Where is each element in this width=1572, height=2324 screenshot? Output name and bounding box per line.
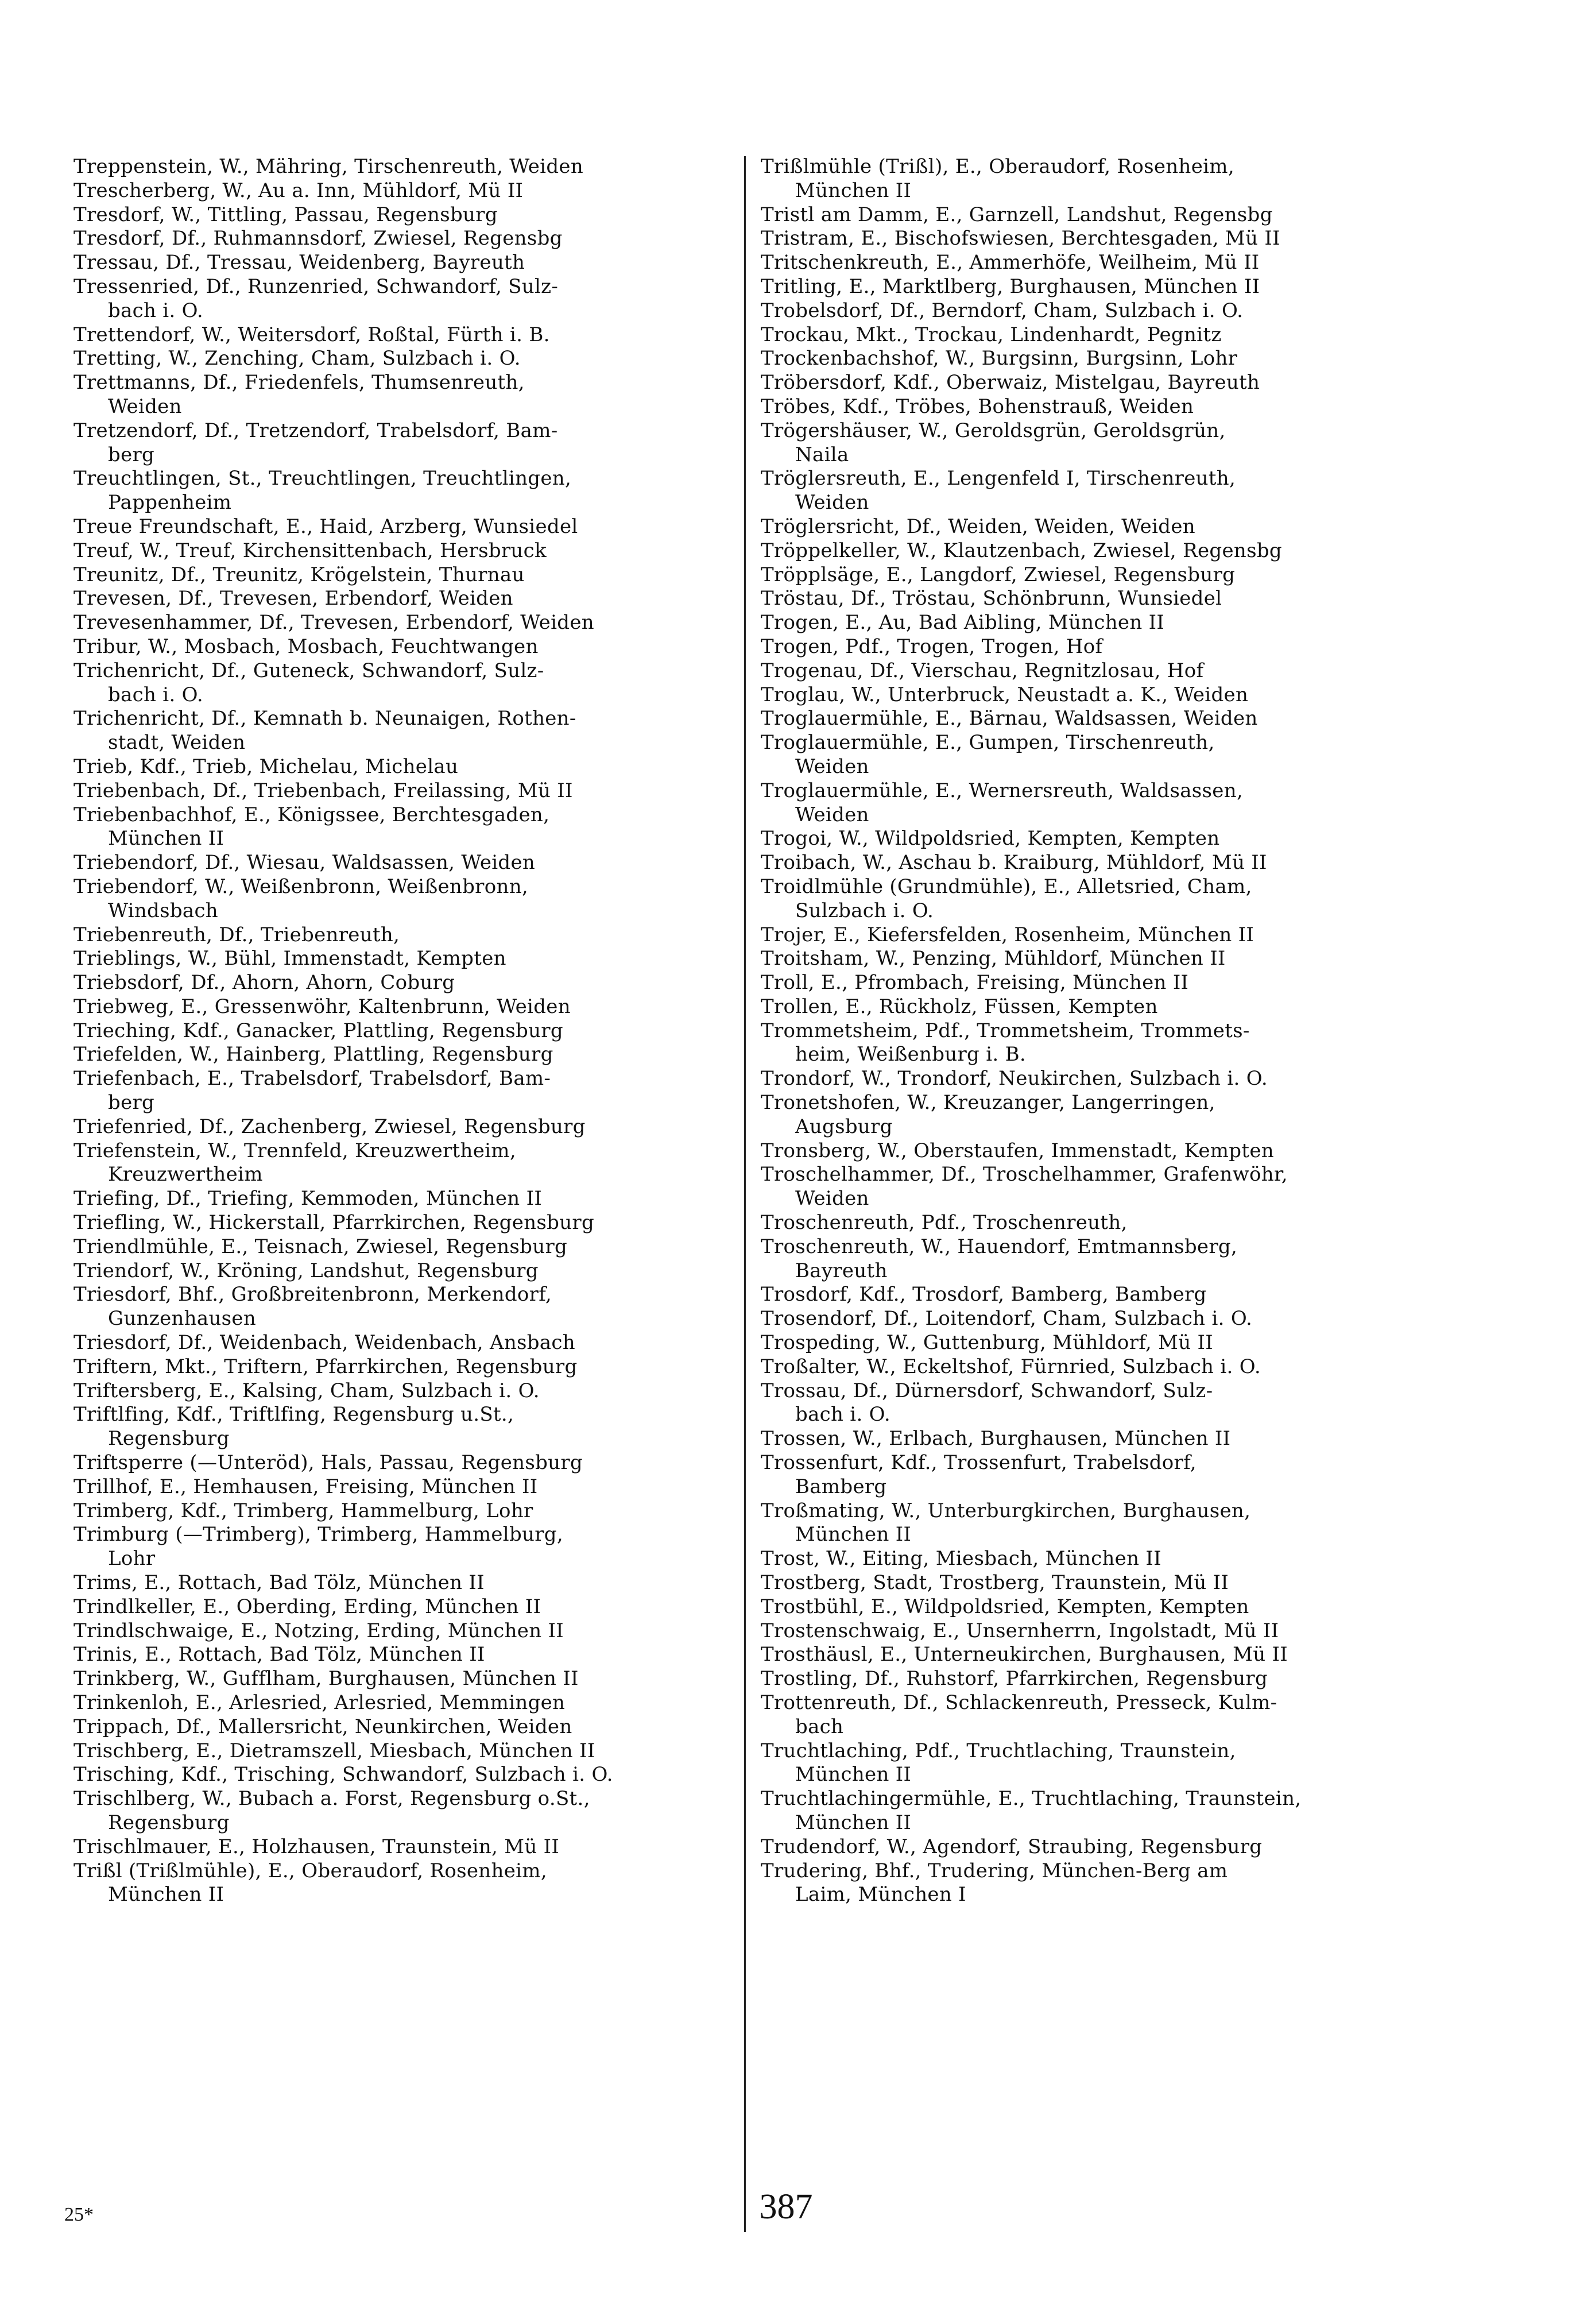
entry-line: Triefenried, Df., Zachenberg, Zwiesel, Regensburg	[73, 1115, 586, 1138]
entry-line: Trögershäuser, W., Geroldsgrün, Geroldsgrün,	[761, 419, 1226, 442]
gazetteer-entry	[761, 1667, 1432, 1691]
gazetteer-entry	[761, 323, 1432, 347]
entry-continuation: bach	[795, 1715, 844, 1738]
entry-line: Triebweg, E., Gressenwöhr, Kaltenbrunn, Weiden	[73, 995, 571, 1018]
entry-continuation: heim, Weißenburg i. B.	[795, 1043, 1027, 1066]
entry-line: Tröppelkeller, W., Klautzenbach, Zwiesel, Regensbg	[761, 539, 1282, 562]
gazetteer-entry	[761, 1019, 1432, 1068]
gazetteer-entry	[761, 1211, 1432, 1235]
gazetteer-entry	[73, 1499, 737, 1523]
gazetteer-entry	[761, 1331, 1432, 1355]
entry-line: Triesdorf, Df., Weidenbach, Weidenbach, Ansbach	[73, 1331, 575, 1355]
entry-line: Triebendorf, W., Weißenbronn, Weißenbronn,	[73, 875, 528, 898]
entry-continuation: München II	[795, 1811, 912, 1834]
entry-line: Trieb, Kdf., Trieb, Michelau, Michelau	[73, 755, 459, 778]
entry-continuation: Regensburg	[108, 1427, 230, 1451]
gazetteer-entry	[761, 923, 1432, 948]
gazetteer-entry	[761, 947, 1432, 971]
gazetteer-entry	[73, 275, 737, 323]
entry-line: Trottenreuth, Df., Schlackenreuth, Presseck, Kulm-	[761, 1691, 1277, 1714]
gazetteer-entry	[761, 1595, 1432, 1619]
entry-line: Trettmanns, Df., Friedenfels, Thumsenreuth,	[73, 371, 525, 395]
gazetteer-entry	[761, 227, 1432, 251]
entry-line: Tröbes, Kdf., Tröbes, Bohenstrauß, Weiden	[761, 395, 1194, 418]
gazetteer-entry	[73, 1595, 737, 1619]
gazetteer-entry	[73, 1691, 737, 1715]
entry-line: Trescherberg, W., Au a. Inn, Mühldorf, Mü II	[73, 179, 524, 202]
entry-continuation: Windsbach	[108, 899, 219, 922]
entry-line: Trettendorf, W., Weitersdorf, Roßtal, Fürth i. B.	[73, 323, 550, 346]
gazetteer-entry	[761, 1835, 1432, 1859]
entry-line: Tröbersdorf, Kdf., Oberwaiz, Mistelgau, Bayreuth	[761, 371, 1260, 395]
gazetteer-entry	[761, 1379, 1432, 1428]
entry-line: Trimburg (—Trimberg), Trimberg, Hammelburg,	[73, 1523, 563, 1546]
entry-line: Trißl (Trißlmühle), E., Oberaudorf, Rosenheim,	[73, 1859, 547, 1882]
gazetteer-entry	[761, 515, 1432, 539]
gazetteer-entry	[73, 995, 737, 1019]
entry-line: Trieching, Kdf., Ganacker, Plattling, Regensburg	[73, 1019, 563, 1042]
entry-continuation: Sulzbach i. O.	[795, 899, 934, 922]
gazetteer-entry	[73, 1019, 737, 1043]
entry-continuation: Gunzenhausen	[108, 1307, 257, 1331]
entry-line: Tröglersreuth, E., Lengenfeld I, Tirschenreuth,	[761, 467, 1236, 490]
gazetteer-entry	[761, 419, 1432, 467]
entry-line: Trisching, Kdf., Trisching, Schwandorf, Sulzbach i. O.	[73, 1763, 613, 1786]
entry-line: Troschenreuth, W., Hauendorf, Emtmannsberg,	[761, 1235, 1238, 1258]
entry-line: Trojer, E., Kiefersfelden, Rosenheim, München II	[761, 923, 1254, 946]
gazetteer-entry	[73, 1619, 737, 1644]
gazetteer-entry	[73, 155, 737, 179]
entry-line: Tritschenkreuth, E., Ammerhöfe, Weilheim, Mü II	[761, 251, 1260, 274]
entry-line: Triendorf, W., Kröning, Landshut, Regensburg	[73, 1259, 539, 1282]
entry-line: Trevesenhammer, Df., Trevesen, Erbendorf, Weiden	[73, 611, 594, 635]
column-divider	[744, 156, 746, 2232]
gazetteer-entry	[761, 1067, 1432, 1091]
entry-line: Tresdorf, Df., Ruhmannsdorf, Zwiesel, Regensbg	[73, 227, 563, 250]
gazetteer-entry	[761, 1355, 1432, 1379]
gazetteer-entry	[73, 1763, 737, 1787]
entry-line: Triefing, Df., Triefing, Kemmoden, München II	[73, 1187, 543, 1211]
gazetteer-entry	[761, 1739, 1432, 1788]
gazetteer-entry	[73, 251, 737, 275]
gazetteer-entry	[761, 371, 1432, 395]
gazetteer-entry	[73, 707, 737, 755]
entry-continuation: München II	[795, 1763, 912, 1786]
gazetteer-entry	[73, 419, 737, 467]
gazetteer-entry	[73, 971, 737, 995]
entry-line: Trommetsheim, Pdf., Trommetsheim, Trommets-	[761, 1019, 1250, 1042]
gazetteer-entry	[73, 1259, 737, 1283]
gazetteer-entry	[73, 1115, 737, 1139]
gazetteer-entry	[761, 851, 1432, 875]
gazetteer-entry	[761, 563, 1432, 587]
gazetteer-entry	[761, 1787, 1432, 1835]
entry-line: Tröstau, Df., Tröstau, Schönbrunn, Wunsiedel	[761, 587, 1222, 610]
gazetteer-entry	[73, 1739, 737, 1764]
entry-line: Triefling, W., Hickerstall, Pfarrkirchen, Regensburg	[73, 1211, 595, 1235]
entry-continuation: München II	[795, 179, 912, 202]
entry-line: Trogen, E., Au, Bad Aibling, München II	[761, 611, 1165, 635]
gazetteer-entry	[761, 347, 1432, 371]
gazetteer-entry	[73, 347, 737, 371]
gazetteer-entry	[761, 1451, 1432, 1499]
gazetteer-entry	[761, 467, 1432, 515]
gazetteer-entry	[73, 1571, 737, 1595]
gazetteer-entry	[73, 755, 737, 779]
entry-line: Trondorf, W., Trondorf, Neukirchen, Sulzbach i. O.	[761, 1067, 1268, 1091]
gazetteer-entry	[761, 875, 1432, 923]
entry-line: Troglauermühle, E., Bärnau, Waldsassen, Weiden	[761, 707, 1258, 730]
entry-line: Tröglersricht, Df., Weiden, Weiden, Weiden	[761, 515, 1195, 538]
entry-line: Trudendorf, W., Agendorf, Straubing, Regensburg	[761, 1835, 1263, 1858]
entry-line: Trichenricht, Df., Guteneck, Schwandorf, Sulz-	[73, 659, 544, 682]
gazetteer-entry	[73, 1667, 737, 1691]
entry-line: Triefenstein, W., Trennfeld, Kreuzwertheim,	[73, 1139, 516, 1162]
left-column	[73, 155, 737, 1907]
gazetteer-entry	[73, 1283, 737, 1331]
gazetteer-entry	[73, 203, 737, 227]
entry-line: Triebendorf, Df., Wiesau, Waldsassen, Weiden	[73, 851, 536, 875]
entry-line: Triebenreuth, Df., Triebenreuth,	[73, 923, 400, 946]
entry-continuation: bach i. O.	[795, 1403, 890, 1426]
gazetteer-entry	[73, 515, 737, 539]
gazetteer-entry	[73, 851, 737, 875]
entry-continuation: Weiden	[795, 491, 869, 515]
gazetteer-entry	[73, 371, 737, 419]
gazetteer-entry	[73, 1067, 737, 1115]
entry-line: Troßmating, W., Unterburgkirchen, Burghausen,	[761, 1499, 1251, 1522]
entry-line: Trockau, Mkt., Trockau, Lindenhardt, Pegnitz	[761, 323, 1222, 346]
gazetteer-entry	[761, 1139, 1432, 1163]
gazetteer-entry	[761, 1307, 1432, 1331]
gazetteer-entry	[73, 1235, 737, 1259]
entry-line: Trippach, Df., Mallersricht, Neunkirchen, Weiden	[73, 1715, 572, 1738]
entry-line: Trosendorf, Df., Loitendorf, Cham, Sulzbach i. O.	[761, 1307, 1253, 1331]
entry-line: Trockenbachshof, W., Burgsinn, Burgsinn, Lohr	[761, 347, 1238, 370]
entry-line: Trostenschwaig, E., Unsernherrn, Ingolstadt, Mü II	[761, 1619, 1279, 1642]
gazetteer-entry	[761, 1571, 1432, 1595]
gazetteer-entry	[761, 779, 1432, 827]
gazetteer-entry	[73, 1187, 737, 1211]
entry-line: Trimberg, Kdf., Trimberg, Hammelburg, Lohr	[73, 1499, 533, 1522]
gazetteer-entry	[73, 1211, 737, 1235]
entry-line: Trostbühl, E., Wildpoldsried, Kempten, Kempten	[761, 1595, 1249, 1618]
entry-line: Tröpplsäge, E., Langdorf, Zwiesel, Regensburg	[761, 563, 1236, 586]
gazetteer-entry	[73, 1475, 737, 1499]
entry-line: Trostling, Df., Ruhstorf, Pfarrkirchen, Regensburg	[761, 1667, 1268, 1691]
entry-line: Trischberg, E., Dietramszell, Miesbach, München II	[73, 1739, 595, 1762]
gazetteer-entry	[761, 659, 1432, 683]
entry-line: Trevesen, Df., Trevesen, Erbendorf, Weiden	[73, 587, 513, 610]
gazetteer-entry	[761, 1643, 1432, 1667]
entry-line: Tribur, W., Mosbach, Mosbach, Feuchtwangen	[73, 635, 539, 658]
entry-line: Troschenreuth, Pdf., Troschenreuth,	[761, 1211, 1128, 1235]
entry-line: Trogenau, Df., Vierschau, Regnitzlosau, Hof	[761, 659, 1204, 682]
gazetteer-entry	[73, 563, 737, 587]
gazetteer-entry	[761, 1235, 1432, 1283]
entry-line: Trims, E., Rottach, Bad Tölz, München II	[73, 1571, 485, 1595]
gazetteer-entry	[761, 275, 1432, 299]
entry-line: Troschelhammer, Df., Troschelhammer, Grafenwöhr,	[761, 1163, 1288, 1186]
gazetteer-entry	[761, 707, 1432, 731]
gazetteer-entry	[761, 1163, 1432, 1211]
gazetteer-entry	[761, 587, 1432, 611]
entry-line: Trogen, Pdf., Trogen, Trogen, Hof	[761, 635, 1103, 658]
entry-line: Trindlkeller, E., Oberding, Erding, München II	[73, 1595, 541, 1618]
gazetteer-entry	[73, 1355, 737, 1379]
entry-line: Trossen, W., Erlbach, Burghausen, München II	[761, 1427, 1231, 1451]
entry-line: Tressenried, Df., Runzenried, Schwandorf, Sulz-	[73, 274, 559, 298]
gazetteer-entry	[761, 1691, 1432, 1739]
entry-line: Trischlmauer, E., Holzhausen, Traunstein, Mü II	[73, 1835, 560, 1858]
gazetteer-entry	[761, 299, 1432, 323]
gazetteer-entry	[73, 1835, 737, 1859]
entry-line: Trinkenloh, E., Arlesried, Arlesried, Memmingen	[73, 1691, 566, 1714]
gazetteer-entry	[73, 227, 737, 251]
gazetteer-entry	[761, 155, 1432, 203]
gazetteer-entry	[73, 587, 737, 611]
entry-line: Trinkberg, W., Gufflham, Burghausen, München II	[73, 1667, 579, 1691]
entry-line: Tritling, E., Marktlberg, Burghausen, München II	[761, 274, 1260, 298]
entry-line: Treunitz, Df., Treunitz, Krögelstein, Thurnau	[73, 563, 525, 586]
signature-mark: 25*	[64, 2204, 94, 2225]
page-number: 387	[759, 2187, 813, 2226]
entry-continuation: Kreuzwertheim	[108, 1163, 263, 1186]
gazetteer-entry	[761, 1283, 1432, 1307]
gazetteer-entry	[761, 203, 1432, 227]
entry-continuation: Pappenheim	[108, 491, 232, 515]
gazetteer-entry	[73, 635, 737, 659]
gazetteer-entry	[73, 1403, 737, 1451]
gazetteer-entry	[73, 1643, 737, 1667]
entry-line: Troglauermühle, E., Gumpen, Tirschenreuth,	[761, 731, 1215, 755]
gazetteer-entry	[761, 971, 1432, 995]
gazetteer-entry	[761, 1091, 1432, 1139]
gazetteer-entry	[73, 1523, 737, 1571]
entry-line: Troglau, W., Unterbruck, Neustadt a. K., Weiden	[761, 683, 1249, 706]
entry-line: Troitsham, W., Penzing, Mühldorf, München II	[761, 947, 1226, 970]
entry-continuation: Weiden	[795, 1187, 869, 1211]
entry-continuation: berg	[108, 443, 155, 466]
gazetteer-entry	[73, 323, 737, 347]
entry-line: Troibach, W., Aschau b. Kraiburg, Mühldorf, Mü II	[761, 851, 1267, 875]
entry-line: Tretzendorf, Df., Tretzendorf, Trabelsdorf, Bam-	[73, 419, 558, 442]
entry-line: Tronetshofen, W., Kreuzanger, Langerringen,	[761, 1091, 1215, 1115]
gazetteer-entry	[73, 1787, 737, 1835]
gazetteer-entry	[761, 995, 1432, 1019]
entry-line: Triendlmühle, E., Teisnach, Zwiesel, Regensburg	[73, 1235, 568, 1258]
entry-line: Tresdorf, W., Tittling, Passau, Regensburg	[73, 203, 498, 226]
entry-line: Trollen, E., Rückholz, Füssen, Kempten	[761, 995, 1158, 1018]
entry-line: Triftersberg, E., Kalsing, Cham, Sulzbach i. O.	[73, 1379, 540, 1402]
entry-line: Treuchtlingen, St., Treuchtlingen, Treuchtlingen,	[73, 467, 572, 490]
entry-line: Trißlmühle (Trißl), E., Oberaudorf, Rosenheim,	[761, 155, 1234, 178]
entry-line: Trieblings, W., Bühl, Immenstadt, Kempten	[73, 947, 506, 970]
gazetteer-entry	[73, 779, 737, 803]
entry-line: Tressau, Df., Tressau, Weidenberg, Bayreuth	[73, 251, 525, 274]
gazetteer-entry	[761, 395, 1432, 419]
entry-continuation: Regensburg	[108, 1811, 230, 1834]
entry-line: Trosthäusl, E., Unterneukirchen, Burghausen, Mü II	[761, 1643, 1288, 1666]
entry-line: Trudering, Bhf., Trudering, München-Berg am	[761, 1859, 1228, 1882]
entry-line: Tronsberg, W., Oberstaufen, Immenstadt, Kempten	[761, 1139, 1274, 1162]
gazetteer-entry	[761, 1547, 1432, 1571]
entry-line: Trogoi, W., Wildpoldsried, Kempten, Kempten	[761, 827, 1220, 850]
entry-continuation: berg	[108, 1091, 155, 1115]
entry-line: Troßalter, W., Eckeltshof, Fürnried, Sulzbach i. O.	[761, 1355, 1261, 1378]
gazetteer-entry	[73, 1379, 737, 1403]
entry-line: Triefenbach, E., Trabelsdorf, Trabelsdorf, Bam-	[73, 1067, 551, 1091]
gazetteer-entry	[761, 1619, 1432, 1644]
entry-line: Triebenbachhof, E., Königssee, Berchtesgaden,	[73, 803, 550, 826]
entry-continuation: bach i. O.	[108, 683, 203, 706]
entry-continuation: stadt, Weiden	[108, 731, 246, 755]
entry-line: Troidlmühle (Grundmühle), E., Alletsried, Cham,	[761, 875, 1252, 898]
entry-line: Tristram, E., Bischofswiesen, Berchtesgaden, Mü II	[761, 227, 1280, 250]
gazetteer-entry	[73, 1043, 737, 1067]
entry-line: Trindlschwaige, E., Notzing, Erding, München II	[73, 1619, 564, 1642]
entry-line: Triftlfing, Kdf., Triftlfing, Regensburg u.St.,	[73, 1403, 514, 1426]
entry-line: Truchtlaching, Pdf., Truchtlaching, Traunstein,	[761, 1739, 1236, 1762]
entry-continuation: Lohr	[108, 1547, 156, 1571]
entry-continuation: Laim, München I	[795, 1883, 966, 1907]
entry-line: Trichenricht, Df., Kemnath b. Neunaigen, Rothen-	[73, 707, 576, 730]
entry-line: Treuf, W., Treuf, Kirchensittenbach, Hersbruck	[73, 539, 547, 562]
entry-continuation: München II	[108, 827, 224, 850]
gazetteer-entry	[73, 1451, 737, 1475]
gazetteer-entry	[73, 923, 737, 948]
entry-line: Trossau, Df., Dürnersdorf, Schwandorf, Sulz-	[761, 1379, 1213, 1402]
entry-line: Triebsdorf, Df., Ahorn, Ahorn, Coburg	[73, 971, 455, 995]
entry-line: Treue Freundschaft, E., Haid, Arzberg, Wunsiedel	[73, 515, 578, 538]
gazetteer-entry	[73, 179, 737, 203]
entry-line: Trossenfurt, Kdf., Trossenfurt, Trabelsdorf,	[761, 1451, 1197, 1475]
entry-continuation: Augsburg	[795, 1115, 893, 1138]
gazetteer-entry	[73, 803, 737, 852]
gazetteer-entry	[761, 1859, 1432, 1908]
gazetteer-entry	[73, 1139, 737, 1188]
gazetteer-entry	[73, 947, 737, 971]
entry-line: Trostberg, Stadt, Trostberg, Traunstein, Mü II	[761, 1571, 1229, 1595]
gazetteer-entry	[73, 467, 737, 515]
entry-line: Trosdorf, Kdf., Trosdorf, Bamberg, Bamberg	[761, 1283, 1207, 1306]
entry-line: Trobelsdorf, Df., Berndorf, Cham, Sulzbach i. O.	[761, 299, 1244, 322]
entry-continuation: Weiden	[108, 395, 182, 418]
entry-continuation: Naila	[795, 443, 849, 466]
entry-line: Trospeding, W., Guttenburg, Mühldorf, Mü II	[761, 1331, 1214, 1355]
gazetteer-entry	[73, 611, 737, 635]
entry-line: Trischlberg, W., Bubach a. Forst, Regensburg o.St.,	[73, 1787, 590, 1811]
entry-continuation: Bamberg	[795, 1475, 887, 1498]
entry-continuation: Weiden	[795, 755, 869, 778]
gazetteer-entry	[761, 611, 1432, 635]
entry-continuation: bach i. O.	[108, 299, 203, 322]
gazetteer-entry	[761, 683, 1432, 707]
entry-line: Triftern, Mkt., Triftern, Pfarrkirchen, Regensburg	[73, 1355, 578, 1378]
entry-line: Triesdorf, Bhf., Großbreitenbronn, Merkendorf,	[73, 1283, 552, 1306]
gazetteer-entry	[73, 1331, 737, 1355]
entry-line: Trillhof, E., Hemhausen, Freising, München II	[73, 1475, 538, 1498]
gazetteer-entry	[761, 1427, 1432, 1451]
gazetteer-entry	[761, 251, 1432, 275]
entry-line: Tretting, W., Zenching, Cham, Sulzbach i. O.	[73, 347, 521, 370]
entry-line: Truchtlachingermühle, E., Truchtlaching, Traunstein,	[761, 1787, 1302, 1811]
gazetteer-entry	[73, 1715, 737, 1739]
gazetteer-entry	[761, 731, 1432, 779]
gazetteer-entry	[761, 635, 1432, 659]
gazetteer-entry	[73, 659, 737, 707]
entry-line: Triftsperre (—Unteröd), Hals, Passau, Regensburg	[73, 1451, 583, 1475]
entry-continuation: München II	[795, 1523, 912, 1546]
entry-line: Tristl am Damm, E., Garnzell, Landshut, Regensbg	[761, 203, 1273, 226]
right-column	[761, 155, 1432, 1907]
entry-line: Troll, E., Pfrombach, Freising, München II	[761, 971, 1189, 995]
entry-line: Trinis, E., Rottach, Bad Tölz, München II	[73, 1643, 485, 1666]
gazetteer-entry	[73, 539, 737, 563]
entry-continuation: Weiden	[795, 803, 869, 826]
entry-line: Troglauermühle, E., Wernersreuth, Waldsassen,	[761, 779, 1244, 802]
gazetteer-entry	[761, 539, 1432, 563]
gazetteer-entry	[761, 827, 1432, 851]
entry-line: Trost, W., Eiting, Miesbach, München II	[761, 1547, 1161, 1571]
entry-line: Triebenbach, Df., Triebenbach, Freilassing, Mü II	[73, 779, 573, 802]
entry-continuation: Bayreuth	[795, 1259, 888, 1282]
entry-continuation: München II	[108, 1883, 224, 1907]
entry-line: Triefelden, W., Hainberg, Plattling, Regensburg	[73, 1043, 553, 1066]
entry-line: Treppenstein, W., Mähring, Tirschenreuth, Weiden	[73, 155, 584, 178]
gazetteer-entry	[73, 875, 737, 923]
gazetteer-entry	[73, 1859, 737, 1908]
gazetteer-entry	[761, 1499, 1432, 1548]
